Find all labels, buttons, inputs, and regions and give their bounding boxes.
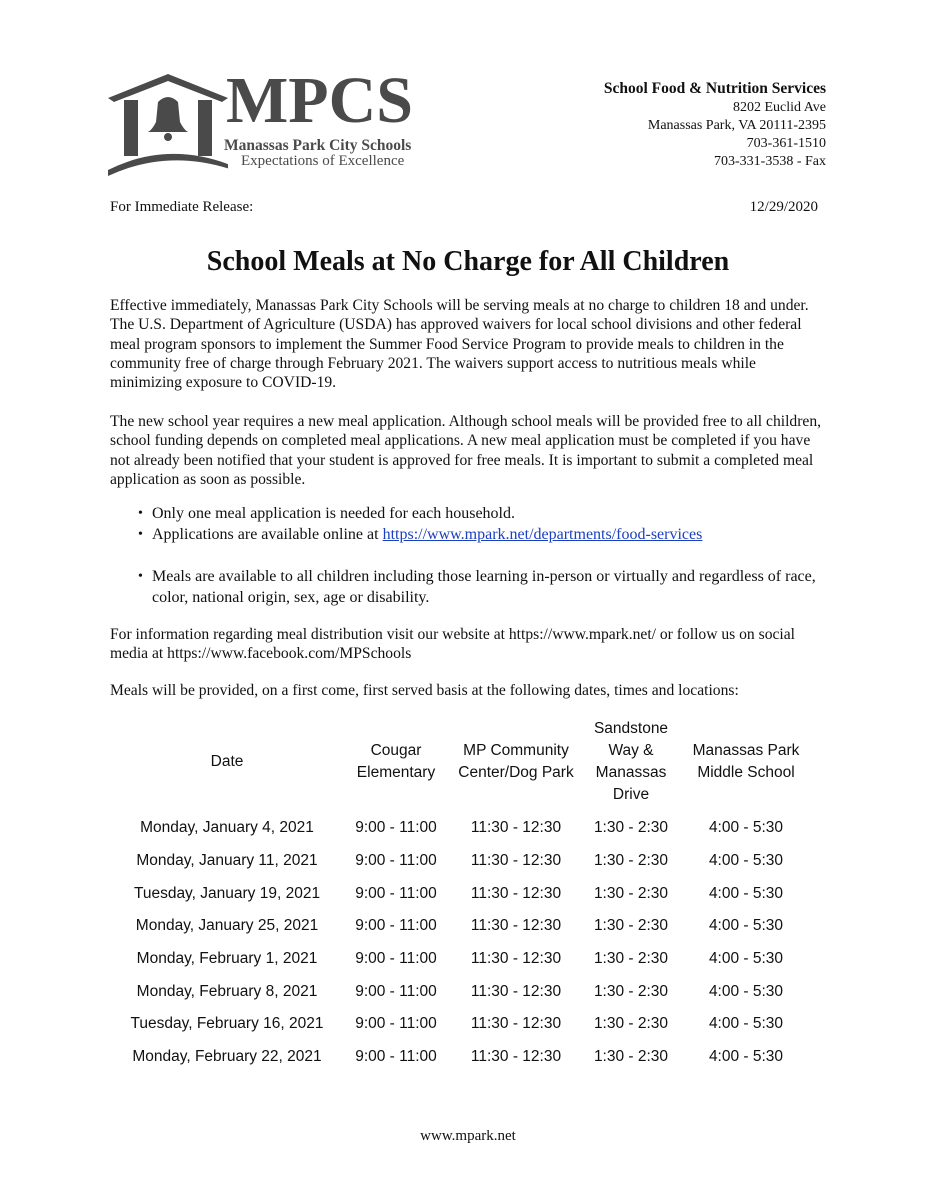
contact-address-line1: 8202 Euclid Ave [732,100,826,115]
logo-acronym: MPCS [226,64,413,137]
table-row [117,812,807,845]
cell-time: 1:30 - 2:30 [593,917,669,935]
table-row [117,975,807,1008]
logo-school-name: Manassas Park City Schools [224,137,412,154]
cell-date: Monday, January 25, 2021 [135,917,319,935]
cell-time: 9:00 - 11:00 [355,884,437,902]
cell-time: 11:30 - 12:30 [470,884,562,902]
cell-time: 11:30 - 12:30 [470,1048,562,1066]
cell-time: 11:30 - 12:30 [470,982,562,1000]
bullet-text-3: Meals are available to all children including those learning in-person or virtually and regardless of race, color, national origin, sex, age or disability. [152,568,816,606]
header-date: Date [210,753,244,770]
cell-time: 11:30 - 12:30 [470,950,562,968]
cell-time: 4:00 - 5:30 [708,1015,784,1033]
cell-time: 1:30 - 2:30 [593,1048,669,1066]
contact-address-line2: Manassas Park, VA 20111-2395 [647,118,826,133]
cell-date: Monday, February 8, 2021 [136,982,318,1000]
footer-website: www.mpark.net [420,1128,516,1144]
paragraph-info: For information regarding meal distribution visit our website at https://www.mpark.net/ or follow us on social media at https://www.facebook.com/MPSchools [110,626,796,663]
cell-date: Monday, January 11, 2021 [136,852,318,870]
cell-time: 9:00 - 11:00 [355,982,437,1000]
cell-time: 4:00 - 5:30 [708,950,784,968]
table-row [117,877,807,910]
logo-tagline: Expectations of Excellence [241,153,405,169]
bullet-text-2: Applications are available online at [152,526,383,543]
cell-time: 1:30 - 2:30 [593,950,669,968]
cell-date: Tuesday, February 16, 2021 [130,1015,324,1033]
cell-date: Tuesday, January 19, 2021 [133,884,321,902]
list-item [110,503,830,524]
header-sandstone-way: Sandstone Way & Manassas Drive [593,720,669,803]
cell-date: Monday, January 4, 2021 [140,819,314,837]
list-item [110,524,830,545]
contact-fax: 703-331-3538 - Fax [714,154,826,169]
table-row [117,845,807,878]
bullet-icon: • [138,506,143,521]
cell-time: 1:30 - 2:30 [593,819,669,837]
release-label: For Immediate Release: [110,199,254,215]
cell-time: 4:00 - 5:30 [708,982,784,1000]
cell-time: 9:00 - 11:00 [355,917,437,935]
table-row [117,943,807,976]
header-cougar-elementary: Cougar Elementary [356,742,436,781]
cell-time: 1:30 - 2:30 [593,982,669,1000]
cell-time: 4:00 - 5:30 [708,917,784,935]
table-row [117,1041,807,1074]
page-title: School Meals at No Charge for All Children [206,246,730,277]
meal-schedule-table [117,712,807,1074]
cell-time: 9:00 - 11:00 [355,819,437,837]
food-services-link[interactable]: https://www.mpark.net/departments/food-services [382,526,703,543]
bullet-icon: • [138,569,143,584]
cell-time: 4:00 - 5:30 [708,884,784,902]
table-header-row [117,712,807,812]
paragraph-schedule-intro: Meals will be provided, on a first come, first served basis at the following dates, times and locations: [110,682,739,699]
mpcs-logo [108,64,438,178]
table-row [117,1008,807,1041]
cell-date: Monday, February 1, 2021 [136,950,318,968]
paragraph-intro: Effective immediately, Manassas Park City Schools will be serving meals at no charge to children 18 and under. The U.S. Department of Agriculture (USDA) has approved waivers for local school divisions and other federal meal program sponsors to implement the Summer Food Service Program to provide meals to children in the community free of charge through February 2021. The waivers support access to nutritious meals while minimizing exposure to COVID-19. [110,297,809,392]
bullet-icon: • [138,527,143,542]
header-mp-community-center: MP Community Center/Dog Park [458,742,574,781]
header-manassas-park-middle: Manassas Park Middle School [692,742,800,781]
contact-org: School Food & Nutrition Services [603,80,826,97]
bullet-list [110,503,830,608]
cell-time: 11:30 - 12:30 [470,917,562,935]
cell-time: 11:30 - 12:30 [470,1015,562,1033]
bullet-text-1: Only one meal application is needed for each household. [152,505,515,522]
cell-time: 1:30 - 2:30 [593,852,669,870]
cell-time: 4:00 - 5:30 [708,1048,784,1066]
release-date: 12/29/2020 [749,199,818,215]
cell-time: 4:00 - 5:30 [708,852,784,870]
cell-time: 1:30 - 2:30 [593,1015,669,1033]
cell-time: 9:00 - 11:00 [355,852,437,870]
paragraph-application: The new school year requires a new meal application. Although school meals will be provided free to all children, school funding depends on completed meal applications. A new meal application must be completed if you have not already been notified that your student is approved for free meals. It is important to submit a completed meal application as soon as possible. [110,413,822,488]
cell-date: Monday, February 22, 2021 [132,1048,322,1066]
contact-phone: 703-361-1510 [746,136,826,151]
cell-time: 11:30 - 12:30 [470,819,562,837]
schoolhouse-bell-icon [108,70,228,178]
cell-time: 9:00 - 11:00 [355,1048,437,1066]
cell-time: 4:00 - 5:30 [708,819,784,837]
contact-block [604,79,826,171]
list-item [110,566,830,608]
cell-time: 9:00 - 11:00 [355,950,437,968]
table-row [117,910,807,943]
cell-time: 11:30 - 12:30 [470,852,562,870]
cell-time: 9:00 - 11:00 [355,1015,437,1033]
cell-time: 1:30 - 2:30 [593,884,669,902]
